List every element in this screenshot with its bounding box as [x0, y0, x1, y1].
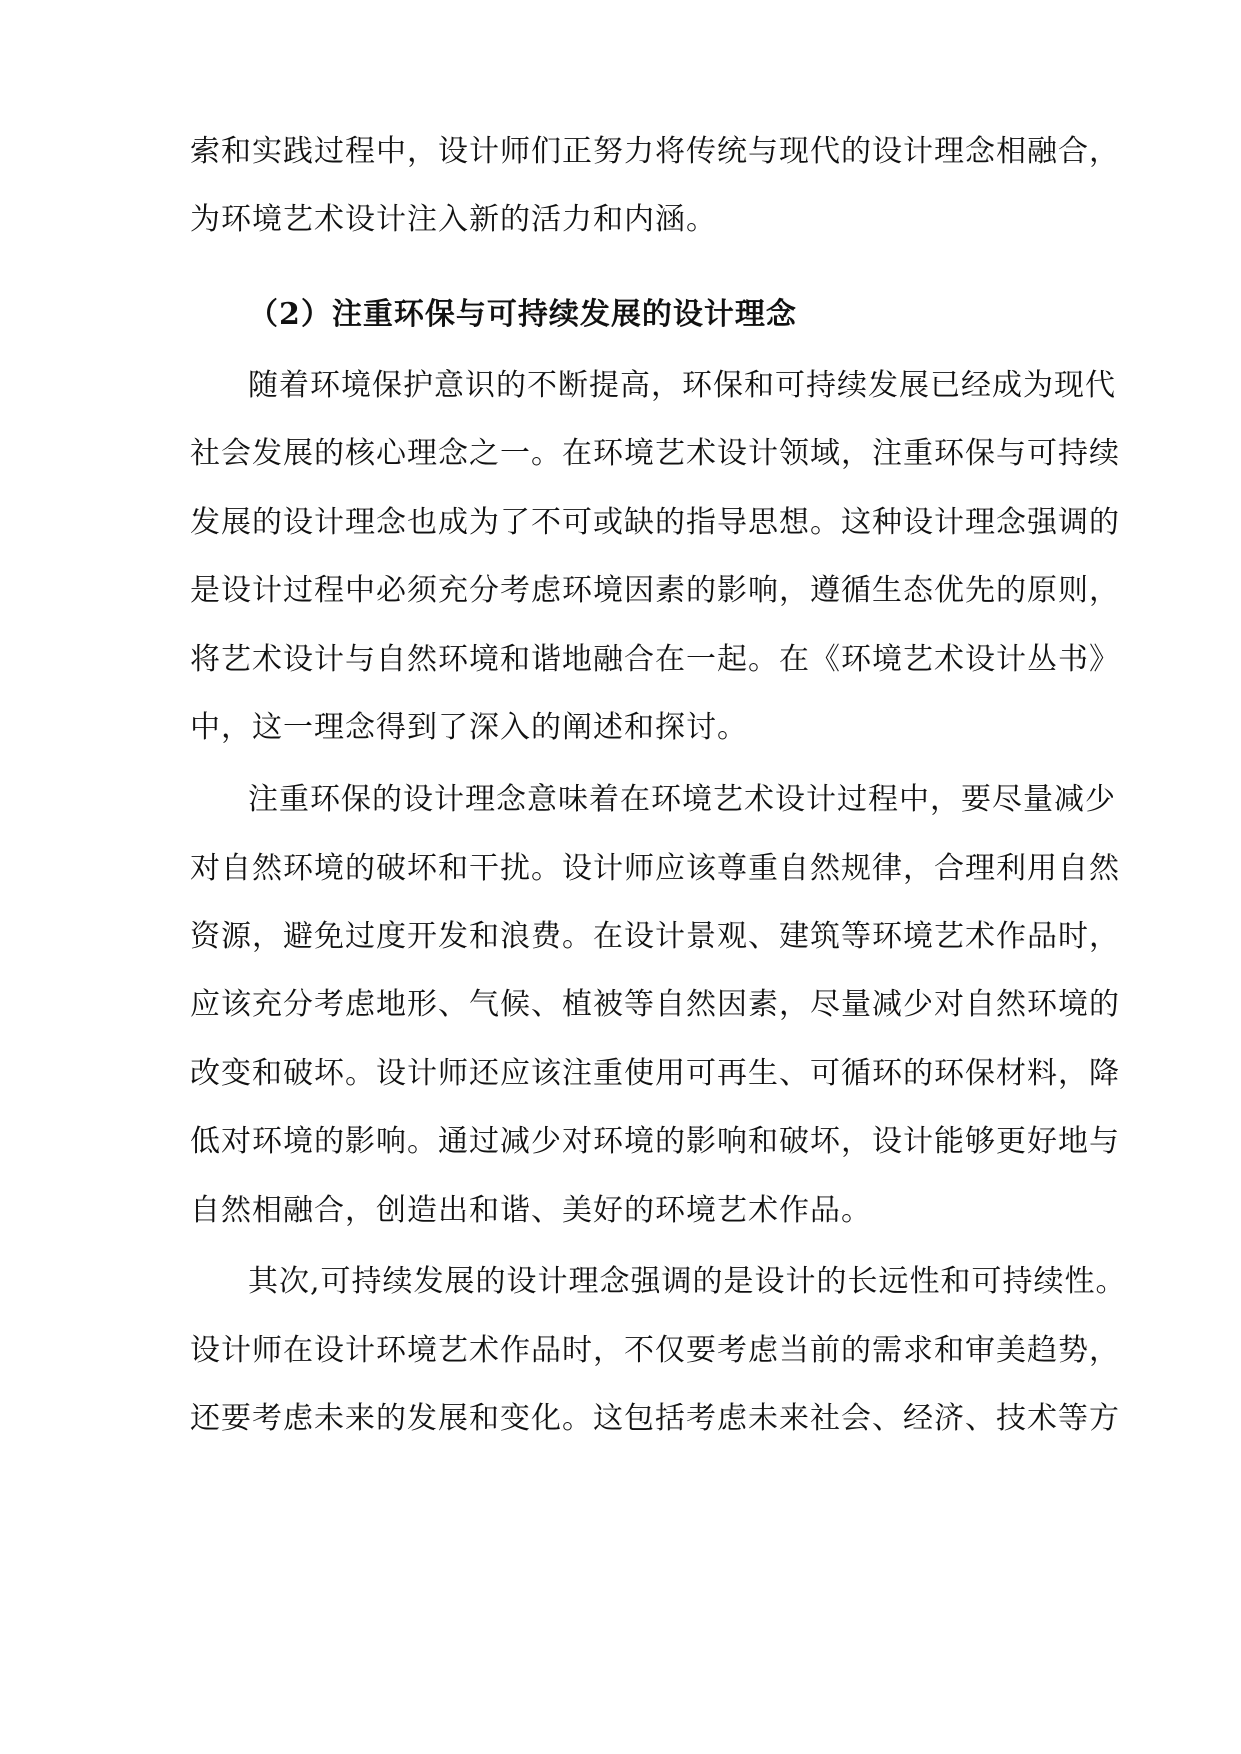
- section-heading: （2）注重环保与可持续发展的设计理念: [248, 297, 797, 332]
- text-line: 对自然环境的破坏和干扰。设计师应该尊重自然规律，合理利用自然: [190, 851, 1120, 886]
- text-line: 索和实践过程中，设计师们正努力将传统与现代的设计理念相融合，: [190, 134, 1120, 169]
- text-line: 中，这一理念得到了深入的阐述和探讨。: [190, 710, 748, 745]
- text-line: 其次,可持续发展的设计理念强调的是设计的长远性和可持续性。: [248, 1264, 1127, 1299]
- text-line: 社会发展的核心理念之一。在环境艺术设计领域，注重环保与可持续: [190, 436, 1120, 471]
- text-line: 注重环保的设计理念意味着在环境艺术设计过程中，要尽量减少: [248, 782, 1116, 817]
- text-line: 应该充分考虑地形、气候、植被等自然因素，尽量减少对自然环境的: [190, 987, 1120, 1022]
- text-line: 设计师在设计环境艺术作品时，不仅要考虑当前的需求和审美趋势，: [190, 1333, 1120, 1368]
- text-line: 将艺术设计与自然环境和谐地融合在一起。在《环境艺术设计丛书》: [190, 642, 1120, 677]
- text-line: 为环境艺术设计注入新的活力和内涵。: [190, 202, 717, 237]
- text-line: 发展的设计理念也成为了不可或缺的指导思想。这种设计理念强调的: [190, 505, 1120, 540]
- text-line: 随着环境保护意识的不断提高，环保和可持续发展已经成为现代: [248, 368, 1116, 403]
- text-line: 自然相融合，创造出和谐、美好的环境艺术作品。: [190, 1193, 872, 1228]
- text-line: 资源，避免过度开发和浪费。在设计景观、建筑等环境艺术作品时，: [190, 919, 1120, 954]
- text-line: 低对环境的影响。通过减少对环境的影响和破坏，设计能够更好地与: [190, 1124, 1120, 1159]
- text-line: 还要考虑未来的发展和变化。这包括考虑未来社会、经济、技术等方: [190, 1401, 1120, 1436]
- text-line: 改变和破坏。设计师还应该注重使用可再生、可循环的环保材料，降: [190, 1056, 1120, 1091]
- text-line: 是设计过程中必须充分考虑环境因素的影响，遵循生态优先的原则，: [190, 573, 1120, 608]
